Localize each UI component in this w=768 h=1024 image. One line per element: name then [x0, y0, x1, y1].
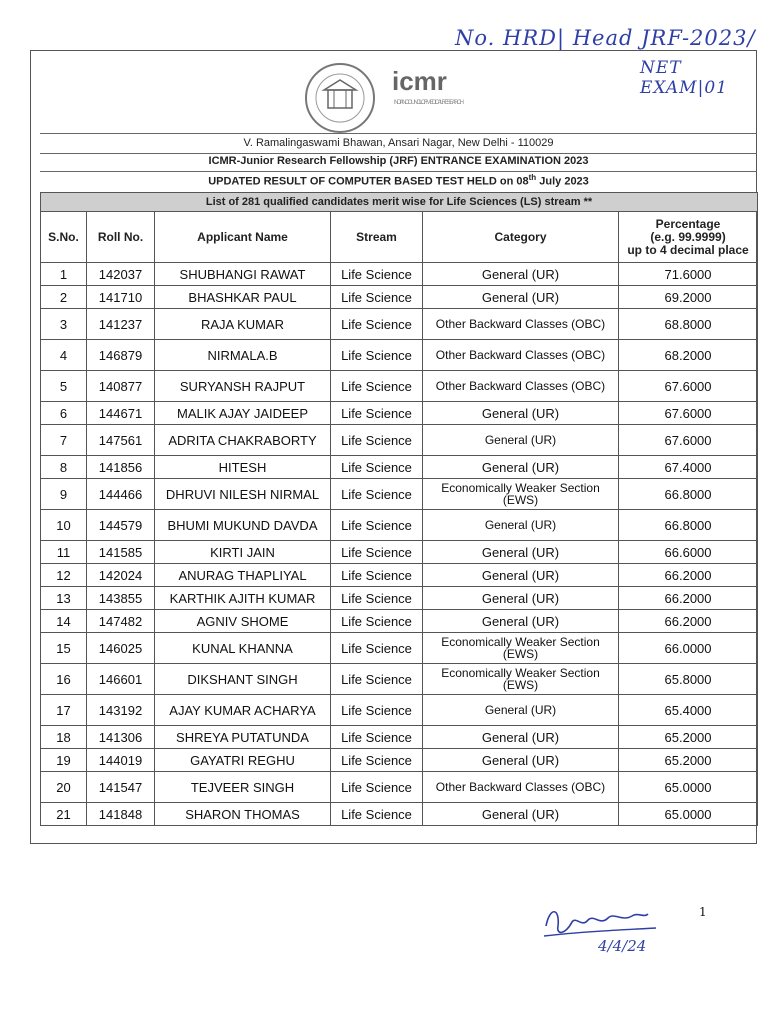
cell-name: KIRTI JAIN	[155, 541, 331, 564]
cell-sno: 16	[41, 664, 87, 695]
cell-category: General (UR)	[423, 541, 619, 564]
cell-category: General (UR)	[423, 726, 619, 749]
cell-roll: 141856	[87, 456, 155, 479]
icmr-emblem-icon	[300, 60, 480, 140]
cell-stream: Life Science	[331, 803, 423, 826]
cell-sno: 20	[41, 772, 87, 803]
logo-wordmark: icmr	[392, 66, 447, 96]
cell-sno: 6	[41, 402, 87, 425]
cell-stream: Life Science	[331, 695, 423, 726]
cell-percentage: 69.2000	[619, 286, 758, 309]
cell-sno: 7	[41, 425, 87, 456]
cell-sno: 8	[41, 456, 87, 479]
cell-sno: 13	[41, 587, 87, 610]
cell-stream: Life Science	[331, 371, 423, 402]
cell-category: General (UR)	[423, 587, 619, 610]
cell-name: NIRMALA.B	[155, 340, 331, 371]
table-row	[41, 479, 758, 510]
cell-name: KARTHIK AJITH KUMAR	[155, 587, 331, 610]
cell-stream: Life Science	[331, 564, 423, 587]
table-row	[41, 371, 758, 402]
cell-roll: 147561	[87, 425, 155, 456]
col-category: Category	[423, 212, 619, 263]
cell-category: General (UR)	[423, 564, 619, 587]
cell-stream: Life Science	[331, 633, 423, 664]
cell-sno: 1	[41, 263, 87, 286]
table-row	[41, 633, 758, 664]
cell-percentage: 65.0000	[619, 772, 758, 803]
cell-stream: Life Science	[331, 425, 423, 456]
cell-sno: 5	[41, 371, 87, 402]
cell-name: KUNAL KHANNA	[155, 633, 331, 664]
icmr-logo	[300, 60, 480, 140]
cell-percentage: 66.2000	[619, 587, 758, 610]
cell-stream: Life Science	[331, 456, 423, 479]
signature	[538, 896, 668, 956]
cell-sno: 19	[41, 749, 87, 772]
table-row	[41, 309, 758, 340]
cell-category: Other Backward Classes (OBC)	[423, 371, 619, 402]
cell-roll: 141710	[87, 286, 155, 309]
cell-sno: 12	[41, 564, 87, 587]
cell-percentage: 67.6000	[619, 425, 758, 456]
table-row	[41, 286, 758, 309]
table-row	[41, 510, 758, 541]
cell-stream: Life Science	[331, 340, 423, 371]
cell-name: HITESH	[155, 456, 331, 479]
reference-number-line1: No. HRD| Head JRF-2023/	[455, 26, 756, 50]
cell-category: Economically Weaker Section (EWS)	[423, 633, 619, 664]
cell-stream: Life Science	[331, 309, 423, 340]
cell-roll: 141306	[87, 726, 155, 749]
table-row	[41, 402, 758, 425]
cell-stream: Life Science	[331, 402, 423, 425]
cell-category: Other Backward Classes (OBC)	[423, 309, 619, 340]
cell-category: General (UR)	[423, 610, 619, 633]
cell-name: TEJVEER SINGH	[155, 772, 331, 803]
cell-category: General (UR)	[423, 695, 619, 726]
cell-percentage: 66.2000	[619, 610, 758, 633]
cell-percentage: 65.8000	[619, 664, 758, 695]
col-stream: Stream	[331, 212, 423, 263]
cell-percentage: 68.2000	[619, 340, 758, 371]
col-percentage: Percentage (e.g. 99.9999) up to 4 decimal place	[619, 212, 758, 263]
cell-roll: 143192	[87, 695, 155, 726]
table-row	[41, 664, 758, 695]
cell-category: General (UR)	[423, 425, 619, 456]
cell-stream: Life Science	[331, 510, 423, 541]
table-row	[41, 610, 758, 633]
results-table	[40, 192, 758, 826]
cell-category: General (UR)	[423, 749, 619, 772]
table-row	[41, 587, 758, 610]
page-number: 1	[699, 905, 707, 919]
cell-percentage: 68.8000	[619, 309, 758, 340]
cell-percentage: 66.2000	[619, 564, 758, 587]
cell-stream: Life Science	[331, 749, 423, 772]
cell-roll: 144019	[87, 749, 155, 772]
cell-sno: 10	[41, 510, 87, 541]
cell-sno: 17	[41, 695, 87, 726]
col-name: Applicant Name	[155, 212, 331, 263]
result-title: UPDATED RESULT OF COMPUTER BASED TEST HELD on 08th July 2023	[208, 173, 589, 188]
cell-sno: 3	[41, 309, 87, 340]
cell-category: General (UR)	[423, 286, 619, 309]
cell-stream: Life Science	[331, 286, 423, 309]
cell-stream: Life Science	[331, 610, 423, 633]
cell-name: ANURAG THAPLIYAL	[155, 564, 331, 587]
cell-roll: 141547	[87, 772, 155, 803]
cell-percentage: 66.0000	[619, 633, 758, 664]
cell-roll: 144671	[87, 402, 155, 425]
cell-category: General (UR)	[423, 456, 619, 479]
cell-roll: 147482	[87, 610, 155, 633]
rule	[40, 153, 757, 154]
col-sno: S.No.	[41, 212, 87, 263]
cell-name: SURYANSH RAJPUT	[155, 371, 331, 402]
cell-name: MALIK AJAY JAIDEEP	[155, 402, 331, 425]
cell-name: ADRITA CHAKRABORTY	[155, 425, 331, 456]
cell-sno: 14	[41, 610, 87, 633]
cell-roll: 144579	[87, 510, 155, 541]
cell-percentage: 65.4000	[619, 695, 758, 726]
cell-percentage: 66.8000	[619, 510, 758, 541]
table-row	[41, 772, 758, 803]
cell-stream: Life Science	[331, 726, 423, 749]
cell-percentage: 66.8000	[619, 479, 758, 510]
cell-category: General (UR)	[423, 510, 619, 541]
cell-name: BHUMI MUKUND DAVDA	[155, 510, 331, 541]
cell-stream: Life Science	[331, 664, 423, 695]
col-roll: Roll No.	[87, 212, 155, 263]
cell-name: GAYATRI REGHU	[155, 749, 331, 772]
cell-percentage: 65.0000	[619, 803, 758, 826]
cell-sno: 9	[41, 479, 87, 510]
cell-name: DIKSHANT SINGH	[155, 664, 331, 695]
table-header-row	[41, 212, 758, 263]
table-row	[41, 803, 758, 826]
cell-category: Economically Weaker Section (EWS)	[423, 479, 619, 510]
table-row	[41, 425, 758, 456]
cell-percentage: 65.2000	[619, 726, 758, 749]
cell-name: DHRUVI NILESH NIRMAL	[155, 479, 331, 510]
cell-name: AJAY KUMAR ACHARYA	[155, 695, 331, 726]
cell-roll: 143855	[87, 587, 155, 610]
cell-roll: 141848	[87, 803, 155, 826]
table-row	[41, 564, 758, 587]
cell-category: General (UR)	[423, 402, 619, 425]
address: V. Ramalingaswami Bhawan, Ansari Nagar, New Delhi - 110029	[243, 137, 554, 149]
cell-stream: Life Science	[331, 541, 423, 564]
cell-percentage: 67.4000	[619, 456, 758, 479]
cell-stream: Life Science	[331, 263, 423, 286]
cell-percentage: 67.6000	[619, 371, 758, 402]
table-row	[41, 695, 758, 726]
table-row	[41, 541, 758, 564]
cell-stream: Life Science	[331, 479, 423, 510]
cell-category: General (UR)	[423, 803, 619, 826]
cell-sno: 2	[41, 286, 87, 309]
cell-roll: 142024	[87, 564, 155, 587]
cell-roll: 141237	[87, 309, 155, 340]
cell-percentage: 67.6000	[619, 402, 758, 425]
cell-stream: Life Science	[331, 772, 423, 803]
signature-mark-icon	[538, 896, 668, 956]
cell-roll: 144466	[87, 479, 155, 510]
table-row	[41, 726, 758, 749]
cell-roll: 146601	[87, 664, 155, 695]
cell-category: General (UR)	[423, 263, 619, 286]
cell-percentage: 65.2000	[619, 749, 758, 772]
rule	[40, 133, 757, 134]
cell-category: Other Backward Classes (OBC)	[423, 340, 619, 371]
cell-sno: 18	[41, 726, 87, 749]
cell-category: Other Backward Classes (OBC)	[423, 772, 619, 803]
cell-roll: 141585	[87, 541, 155, 564]
cell-roll: 140877	[87, 371, 155, 402]
cell-name: RAJA KUMAR	[155, 309, 331, 340]
cell-roll: 146879	[87, 340, 155, 371]
cell-stream: Life Science	[331, 587, 423, 610]
cell-roll: 142037	[87, 263, 155, 286]
table-row	[41, 263, 758, 286]
cell-name: SHREYA PUTATUNDA	[155, 726, 331, 749]
cell-sno: 21	[41, 803, 87, 826]
cell-sno: 11	[41, 541, 87, 564]
reference-number-line2: NET EXAM|01	[640, 58, 728, 98]
cell-category: Economically Weaker Section (EWS)	[423, 664, 619, 695]
rule	[40, 171, 757, 172]
table-row	[41, 749, 758, 772]
cell-name: AGNIV SHOME	[155, 610, 331, 633]
cell-percentage: 71.6000	[619, 263, 758, 286]
cell-percentage: 66.6000	[619, 541, 758, 564]
logo-subtitle: INDIAN COUNCIL OF MEDICAL RESEARCH	[394, 100, 464, 106]
list-title: List of 281 qualified candidates merit wise for Life Sciences (LS) stream **	[41, 193, 758, 212]
cell-roll: 146025	[87, 633, 155, 664]
table-row	[41, 456, 758, 479]
cell-name: BHASHKAR PAUL	[155, 286, 331, 309]
cell-name: SHARON THOMAS	[155, 803, 331, 826]
exam-title: ICMR-Junior Research Fellowship (JRF) ENTRANCE EXAMINATION 2023	[208, 155, 589, 167]
cell-sno: 15	[41, 633, 87, 664]
signature-date: 4/4/24	[598, 937, 647, 955]
table-row	[41, 340, 758, 371]
cell-name: SHUBHANGI RAWAT	[155, 263, 331, 286]
cell-sno: 4	[41, 340, 87, 371]
